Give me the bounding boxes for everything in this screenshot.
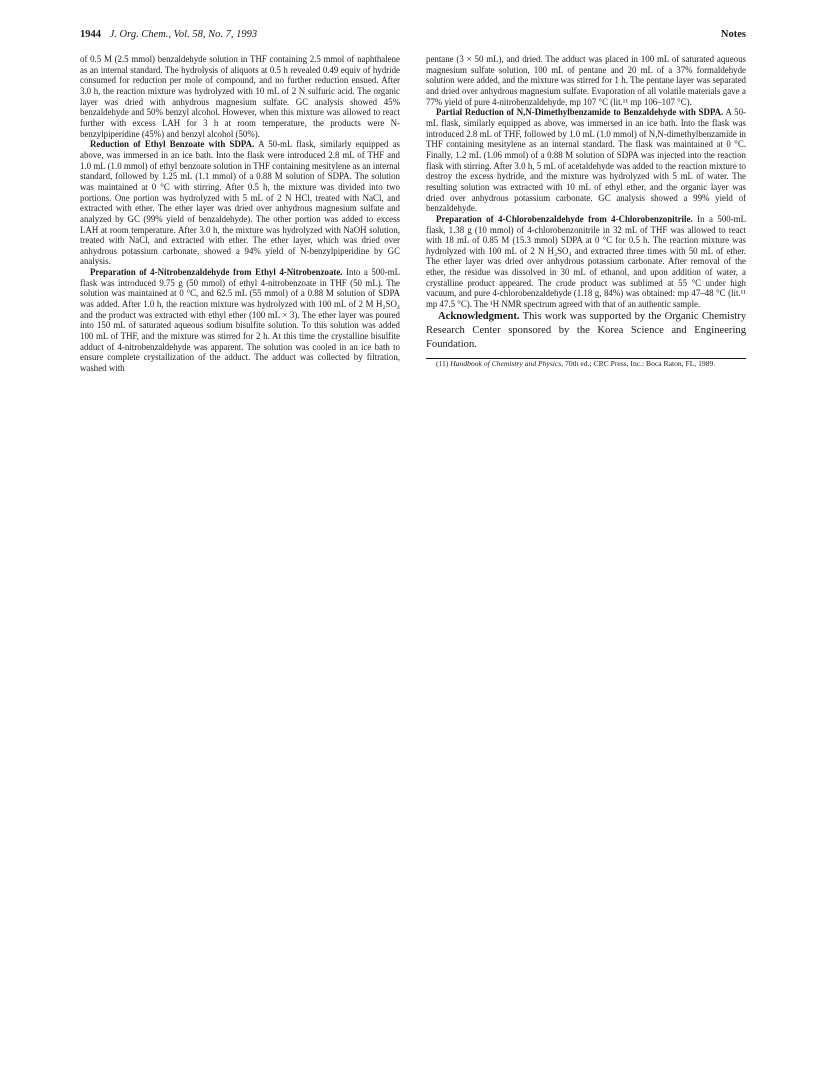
section-label: Notes <box>720 29 746 40</box>
footnote-text: 70th ed.; CRC Press, Inc.: Boca Raton, FL, 1989. <box>565 358 716 368</box>
journal-name: J. Org. Chem., Vol. 58, No. 7, 1993 <box>109 29 258 40</box>
paragraph-body: In a 500-mL flask, 1.38 g (10 mmol) of 4-chlorobenzonitrile in 32 mL of THF was allowed to react with 18 mL of 0.85 M (15.3 mmol) SDPA at 0 °C for 0.5 h. The reaction mixture was hydrolyzed with 100 mL of 2 N H₂SO₄ and extracted three times with 50 mL of ether. The ether layer was dried over anhydrous potassium carbonate. After removal of the ether, the residue was dissolved in 30 mL of ethanol, and upon addition of water, a crystalline product appeared. The crude product was sublimed at 55 °C under high vacuum, and pure 4-chlorobenzaldehyde (1.18 g, 84%) was obtained: mp 47–48 °C (lit.¹¹ mp 47.5 °C). The ¹H NMR spectrum agreed with that of an authentic sample. <box>426 213 746 310</box>
running-header <box>80 29 746 45</box>
paragraph-benzaldehyde-continued: of 0.5 M (2.5 mmol) benzaldehyde solution in THF containing 2.5 mmol of naphthalene as an internal standard. The hydrolysis of aliquots at 0.5 h revealed 0.49 equiv of hydride consumed for reduction per mole of compound, and no further reduction ensued. After 3.0 h, the reaction mixture was hydrolyzed with 10 mL of 2 N sulfuric acid. The organic layer was dried with anhydrous magnesium sulfate. GC analysis showed 45% benzaldehyde and 50% benzyl alcohol. However, when this mixture was allowed to react further with excess LAH for 3 h at room temperature, the products were N-benzylpiperidine (45%) and benzyl alcohol (50%). <box>80 54 400 139</box>
footnote <box>426 359 746 368</box>
paragraph-nitrobenzaldehyde-continued: pentane (3 × 50 mL), and dried. The adduct was placed in 100 mL of saturated aqueous magnesium sulfate solution, 100 mL of pentane and 20 mL of a 37% formaldehyde solution were added, and the mixture was stirred for 1 h. The pentane layer was separated and dried over anhydrous magnesium sulfate. Evaporation of all volatile materials gave a 77% yield of pure 4-nitrobenzaldehyde, mp 107 °C (lit.¹¹ mp 106–107 °C). <box>426 54 746 107</box>
page-number: 1944 <box>80 29 101 40</box>
acknowledgment-body: This work was supported by the Organic Chemistry Research Center sponsored by the Korea Science and Engineering Foundation. <box>426 310 746 350</box>
right-column <box>426 54 746 368</box>
paragraph-ethyl-benzoate <box>80 139 400 267</box>
acknowledgment <box>426 310 746 352</box>
paragraph-dimethylbenzamide <box>426 107 746 214</box>
paragraph-body: A 50-mL flask, similarly equipped as above, was immersed in an ice bath. Into the flask were introduced 2.8 mL of THF and 1.0 mL (1.0 mmol) of ethyl benzoate solution in THF containing mesitylene as an internal standard, followed by 1.25 mL (1.1 mmol) of a 0.88 M solution of SDPA. The solution was maintained at 0 °C with stirring. After 0.5 h, the mixture was divided into two portions. One portion was hydrolyzed with 5 mL of 2 N HCl, treated with NaCl, and extracted with ether. The ether layer was dried over anhydrous magnesium sulfate and analyzed by GC (99% yield of benzaldehyde). The other portion was added to excess LAH at room temperature. After 3.0 h, the mixture was hydrolyzed with NaOH solution, treated with NaCl, and extracted with ether. The ether layer, which was dried over anhydrous potassium carbonate, showed a 94% yield of N-benzylpiperidine by GC analysis. <box>80 139 400 267</box>
section-heading: Reduction of Ethyl Benzoate with SDPA. <box>90 139 255 150</box>
section-heading: Preparation of 4-Chlorobenzaldehyde from 4-Chlorobenzonitrile. <box>436 213 693 224</box>
section-heading: Preparation of 4-Nitrobenzaldehyde from Ethyl 4-Nitrobenzoate. <box>90 267 343 278</box>
paragraph-body: A 50-mL flask, similarly equipped as above, was immersed in an ice bath. Into the flask was introduced 2.8 mL of THF, followed by 1.0 mL (1.0 mmol) of N,N-dimethylbenzamide in THF containing mesitylene as an internal standard. The flask was maintained at 0 °C. Finally, 1.2 mL (1.06 mmol) of a 0.88 M solution of SDPA was injected into the reaction flask with stirring. After 3.0 h, 5 mL of acetaldehyde was added to the reaction mixture to destroy the excess hydride, and the mixture was hydrolyzed with 5 mL of water. The resulting solution was extracted with 10 mL of ethyl ether, and the organic layer was dried over anhydrous potassium carbonate. GC analysis showed a 99% yield of benzaldehyde. <box>426 107 747 214</box>
paragraph-chlorobenzaldehyde <box>426 214 746 310</box>
paragraph-body: Into a 500-mL flask was introduced 9.75 g (50 mmol) of ethyl 4-nitrobenzoate in THF (50 mL). The solution was maintained at 0 °C, and 62.5 mL (55 mmol) of a 0.88 M solution of SDPA was added. After 1.0 h, the reaction mixture was hydrolyzed with 100 mL of 2 M H₂SO₄ and the product was extracted with ethyl ether (100 mL × 3). The ether layer was poured into 150 mL of saturated aqueous sodium bisulfite solution. To this solution was added 100 mL of THF, and the mixture was stirred for 2 h. At this time the crystalline bisulfite adduct of 4-nitrobenzaldehyde was apparent. The solution was cooled in an ice bath to ensure complete crystallization of the adduct. The adduct was collected by filtration, washed with <box>80 267 401 374</box>
paragraph-nitrobenzaldehyde <box>80 267 400 374</box>
footnote-title: Handbook of Chemistry and Physics, <box>450 358 564 368</box>
section-heading: Partial Reduction of N,N-Dimethylbenzamide to Benzaldehyde with SDPA. <box>436 107 724 118</box>
left-column <box>80 54 400 374</box>
footnote-number: (11) <box>436 358 449 368</box>
acknowledgment-heading: Acknowledgment. <box>438 310 520 322</box>
journal-citation <box>80 29 257 40</box>
